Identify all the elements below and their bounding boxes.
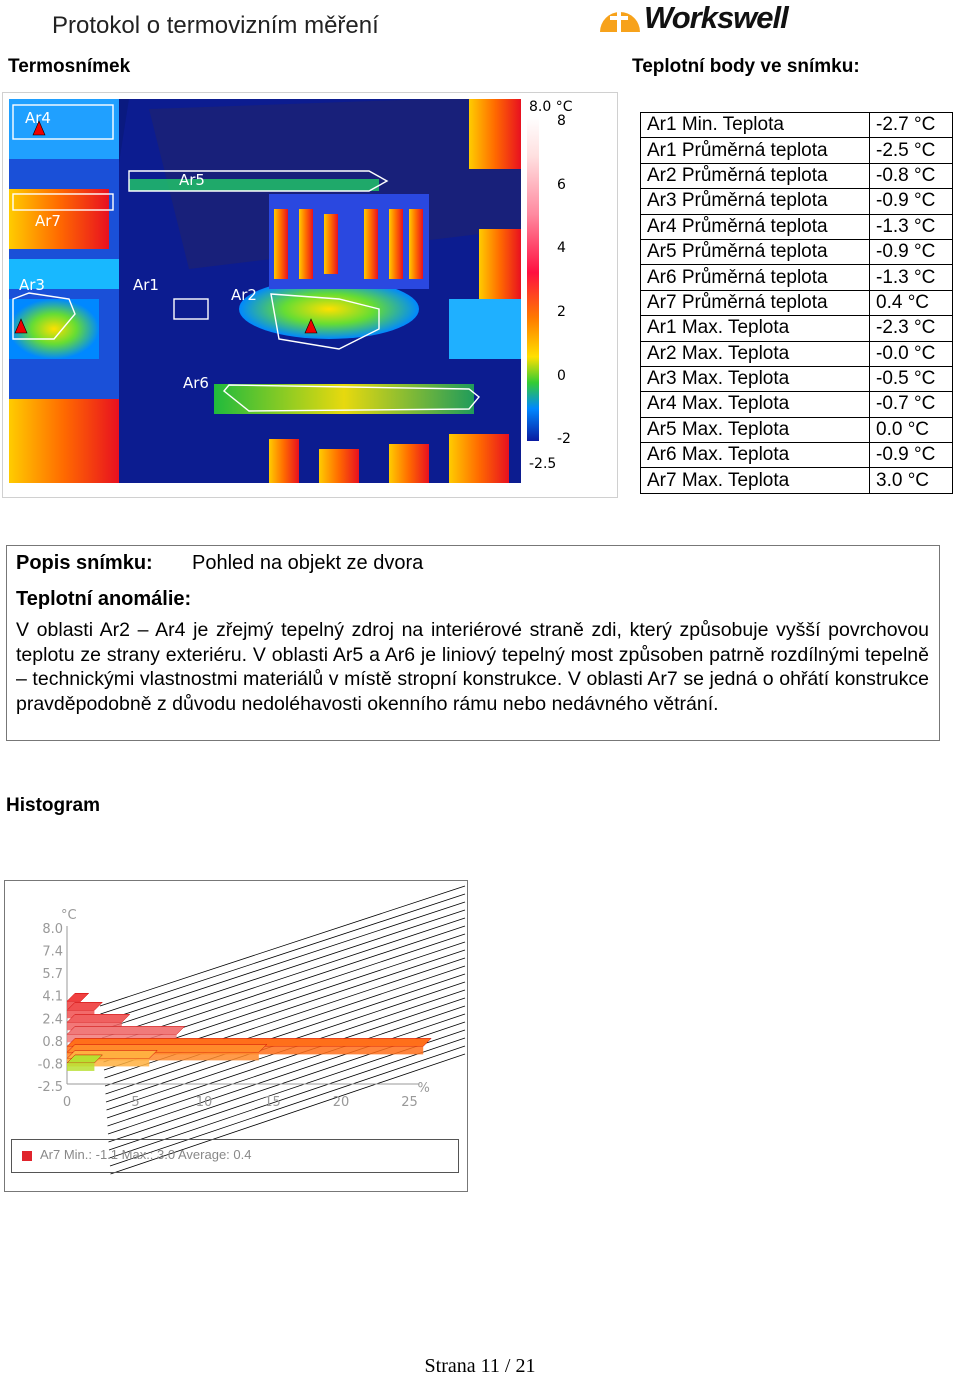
scale-min-label: -2.5	[529, 456, 557, 472]
page-number: Strana 11 / 21	[424, 1355, 536, 1377]
description-row	[16, 552, 423, 575]
x-tick-label: 5	[131, 1095, 140, 1110]
description-value: Pohled na objekt ze dvora	[192, 552, 424, 574]
y-tick-label: 8.0	[42, 922, 63, 937]
thermogram-heading: Termosnímek	[8, 56, 131, 77]
point-value-cell: -0.9 °C	[870, 189, 953, 214]
depth-line	[105, 966, 465, 1086]
scale-tick-8: 8	[557, 113, 566, 129]
y-tick-label: 0.8	[42, 1034, 63, 1050]
temperature-table	[640, 112, 953, 494]
histogram-bar-face	[67, 1063, 94, 1071]
point-name-cell: Ar1 Průměrná teplota	[641, 138, 870, 163]
scale-tick-2: 2	[557, 304, 566, 320]
x-tick-label: 25	[401, 1095, 418, 1110]
point-name-cell: Ar4 Max. Teplota	[641, 392, 870, 417]
table-row	[641, 189, 953, 214]
point-name-cell: Ar3 Max. Teplota	[641, 366, 870, 391]
y-tick-label: 7.4	[42, 944, 63, 960]
description-label: Popis snímku:	[16, 552, 153, 574]
area-label-ar6: Ar6	[183, 374, 209, 392]
histogram-bars	[67, 993, 431, 1071]
y-tick-label: -0.8	[37, 1057, 63, 1073]
x-tick-label: 20	[332, 1095, 350, 1110]
histogram-bar	[67, 993, 89, 1001]
table-row	[641, 366, 953, 391]
depth-line	[102, 910, 466, 1030]
description-box	[6, 545, 940, 741]
x-tick-label: 0	[62, 1095, 72, 1110]
table-row	[641, 290, 953, 315]
scale-tick-minus2: -2	[557, 431, 571, 447]
histogram-tick-labels	[38, 908, 430, 1110]
scale-tick-4: 4	[557, 240, 566, 256]
point-value-cell: -0.0 °C	[870, 341, 953, 366]
point-value-cell: -1.3 °C	[870, 214, 953, 239]
point-name-cell: Ar3 Průměrná teplota	[641, 189, 870, 214]
point-name-cell: Ar2 Průměrná teplota	[641, 163, 870, 188]
point-name-cell: Ar6 Průměrná teplota	[641, 265, 870, 290]
legend-swatch	[22, 1151, 32, 1161]
point-name-cell: Ar5 Max. Teplota	[641, 417, 870, 442]
point-value-cell: 3.0 °C	[870, 468, 953, 493]
point-value-cell: -0.5 °C	[870, 366, 953, 391]
point-name-cell: Ar4 Průměrná teplota	[641, 214, 870, 239]
points-heading: Teplotní body ve snímku:	[632, 56, 860, 77]
area-label-ar3: Ar3	[19, 276, 45, 294]
y-tick-label: 2.4	[42, 1012, 63, 1028]
x-tick-label: 10	[195, 1095, 213, 1110]
point-value-cell: 0.4 °C	[870, 290, 953, 315]
area-label-ar7: Ar7	[35, 212, 61, 230]
y-axis-unit: °C	[61, 908, 77, 923]
point-name-cell: Ar1 Max. Teplota	[641, 316, 870, 341]
table-row	[641, 316, 953, 341]
table-row	[641, 239, 953, 264]
table-row	[641, 417, 953, 442]
legend-text: Ar7 Min.: -1.1 Max.: 3.0 Average: 0.4	[40, 1147, 252, 1162]
point-value-cell: -2.5 °C	[870, 138, 953, 163]
point-value-cell: -2.7 °C	[870, 113, 953, 138]
table-row	[641, 214, 953, 239]
table-row	[641, 163, 953, 188]
logo-mark-icon	[596, 2, 642, 36]
histogram-heading: Histogram	[6, 795, 100, 816]
point-value-cell: -1.3 °C	[870, 265, 953, 290]
y-tick-label: -2.5	[37, 1080, 63, 1095]
table-row	[641, 138, 953, 163]
scale-tick-0: 0	[557, 368, 566, 384]
point-value-cell: -0.8 °C	[870, 163, 953, 188]
point-value-cell: 0.0 °C	[870, 417, 953, 442]
logo-text: Workswell	[644, 0, 788, 35]
histogram-bar	[67, 1026, 185, 1034]
point-name-cell: Ar2 Max. Teplota	[641, 341, 870, 366]
histogram-frame	[4, 880, 468, 1192]
x-axis-unit: %	[417, 1081, 430, 1096]
scale-max-label: 8.0 °C	[529, 99, 573, 115]
histogram-bar	[67, 1014, 130, 1022]
table-row	[641, 341, 953, 366]
point-name-cell: Ar7 Průměrná teplota	[641, 290, 870, 315]
table-row	[641, 113, 953, 138]
anomaly-label: Teplotní anomálie:	[16, 588, 192, 610]
point-value-cell: -0.9 °C	[870, 443, 953, 468]
point-value-cell: -0.9 °C	[870, 239, 953, 264]
workswell-logo	[596, 2, 851, 36]
point-name-cell: Ar1 Min. Teplota	[641, 113, 870, 138]
point-name-cell: Ar6 Max. Teplota	[641, 443, 870, 468]
area-label-ar2: Ar2	[231, 286, 257, 304]
anomaly-text: V oblasti Ar2 – Ar4 je zřejmý tepelný zdroj na interiérové straně zdi, který způsobuje vyšší povrchovou teplotu ze strany exteriéru. V oblasti Ar5 a Ar6 je liniový tepelný most způsoben patrně rozdílnými tepelně – technickými vlastnostmi materiálů v místě stropní konstrukce. V oblasti Ar7 se jedná o ohřátí konstrukce pravděpodobně z důvodu nedoléhavosti okenního rámu nebo nedávného větrání.	[16, 619, 929, 715]
y-tick-label: 4.1	[42, 989, 63, 1005]
point-value-cell: -0.7 °C	[870, 392, 953, 417]
temperature-scale	[521, 93, 617, 497]
area-label-ar1: Ar1	[133, 276, 159, 294]
point-name-cell: Ar7 Max. Teplota	[641, 468, 870, 493]
x-tick-label: 15	[264, 1095, 281, 1110]
table-row	[641, 265, 953, 290]
point-name-cell: Ar5 Průměrná teplota	[641, 239, 870, 264]
table-row	[641, 392, 953, 417]
table-row	[641, 468, 953, 493]
area-label-ar5: Ar5	[179, 171, 205, 189]
depth-line	[101, 894, 466, 1014]
thermal-image	[9, 99, 521, 483]
thermogram-frame	[2, 92, 618, 498]
depth-line	[100, 886, 465, 1006]
document-title: Protokol o termovizním měření	[52, 12, 379, 39]
table-row	[641, 443, 953, 468]
histogram-legend	[11, 1139, 459, 1173]
depth-line	[102, 918, 465, 1038]
y-tick-label: 5.7	[42, 967, 63, 983]
depth-line	[101, 902, 465, 1022]
area-label-ar4: Ar4	[25, 109, 51, 127]
scale-tick-6: 6	[557, 177, 566, 193]
point-value-cell: -2.3 °C	[870, 316, 953, 341]
